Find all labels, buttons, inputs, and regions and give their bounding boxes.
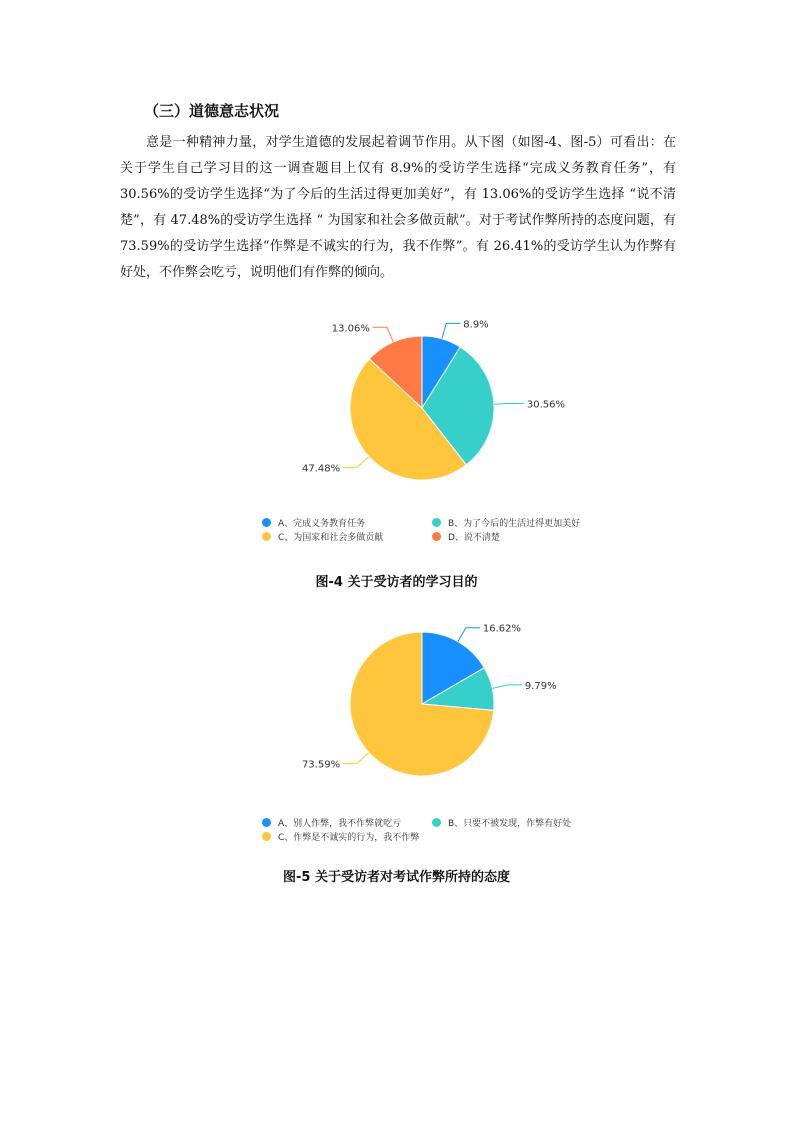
legend-dot bbox=[262, 832, 271, 841]
chart-learning-purpose bbox=[0, 300, 793, 590]
body-paragraph bbox=[120, 130, 676, 286]
pie-chart-learning-purpose bbox=[0, 300, 793, 500]
legend-item-b bbox=[432, 516, 580, 529]
legend-label: B、只要不被发现，作弊有好处 bbox=[448, 819, 572, 829]
slice-value-label-b: 30.56% bbox=[526, 399, 566, 411]
legend-label: C、为国家和社会多做贡献 bbox=[278, 533, 384, 543]
leader-line-a bbox=[458, 628, 480, 642]
legend-dot bbox=[432, 518, 441, 527]
legend-label: A、完成义务教育任务 bbox=[278, 519, 366, 529]
pie-chart-cheating-attitude bbox=[0, 610, 793, 810]
legend-label: C、作弊是不诚实的行为，我不作弊 bbox=[278, 833, 420, 843]
legend-item-b bbox=[432, 816, 571, 829]
section-heading: （三）道德意志状况 bbox=[144, 102, 280, 120]
legend-item-c bbox=[262, 830, 419, 843]
legend-item-c bbox=[262, 530, 383, 543]
leader-line-c bbox=[343, 753, 369, 764]
legend-learning-purpose bbox=[262, 516, 642, 546]
caption-figure-5: 图-5 关于受访者对考试作弊所持的态度 bbox=[283, 870, 510, 885]
leader-line-c bbox=[343, 457, 369, 468]
leader-line-a bbox=[442, 323, 460, 338]
legend-label: B、为了今后的生活过得更加美好 bbox=[448, 519, 581, 529]
slice-value-label-a: 8.9% bbox=[463, 319, 489, 331]
legend-label: A、别人作弊，我不作弊就吃亏 bbox=[278, 819, 402, 829]
leader-line-d bbox=[373, 327, 393, 342]
legend-item-a bbox=[262, 516, 365, 529]
legend-dot bbox=[432, 818, 441, 827]
legend-label: D、说不清楚 bbox=[448, 533, 500, 543]
slice-value-label-b: 9.79% bbox=[524, 680, 557, 692]
slice-value-label-c: 47.48% bbox=[301, 463, 341, 475]
legend-dot bbox=[262, 532, 271, 541]
slice-value-label-d: 13.06% bbox=[331, 323, 370, 335]
slice-value-label-a: 16.62% bbox=[482, 623, 522, 635]
legend-item-a bbox=[262, 816, 401, 829]
caption-figure-4: 图-4 关于受访者的学习目的 bbox=[315, 575, 478, 590]
leader-line-b bbox=[494, 403, 524, 404]
legend-dot bbox=[432, 532, 441, 541]
legend-item-d bbox=[432, 530, 500, 543]
leader-line-b bbox=[492, 685, 522, 688]
slice-value-label-c: 73.59% bbox=[301, 759, 341, 771]
legend-dot bbox=[262, 518, 271, 527]
paragraph-text: 意是一种精神力量，对学生道德的发展起着调节作用。从下图（如图-4、图-5）可看出：在关于学生自己学习目的这一调查题目上仅有 8.9%的受访学生选择“完成义务教育任务”，有 30.56%的受访学生选择“为了今后的生活过得更加美好”，有 13.06%的受访学生选择 “说不清楚”，有 47.48%的受访学生选择 “ 为国家和社会多做贡献”。对于考试作弊所持的态度问题，有 73.59%的受访学生选择“作弊是不诚实的行为，我不作弊”。有 26.41%的受访学生认为作弊有好处，不作弊会吃亏，说明他们有作弊的倾向。 bbox=[120, 135, 676, 280]
legend-cheating-attitude bbox=[262, 816, 642, 846]
legend-dot bbox=[262, 818, 271, 827]
chart-cheating-attitude bbox=[0, 610, 793, 850]
